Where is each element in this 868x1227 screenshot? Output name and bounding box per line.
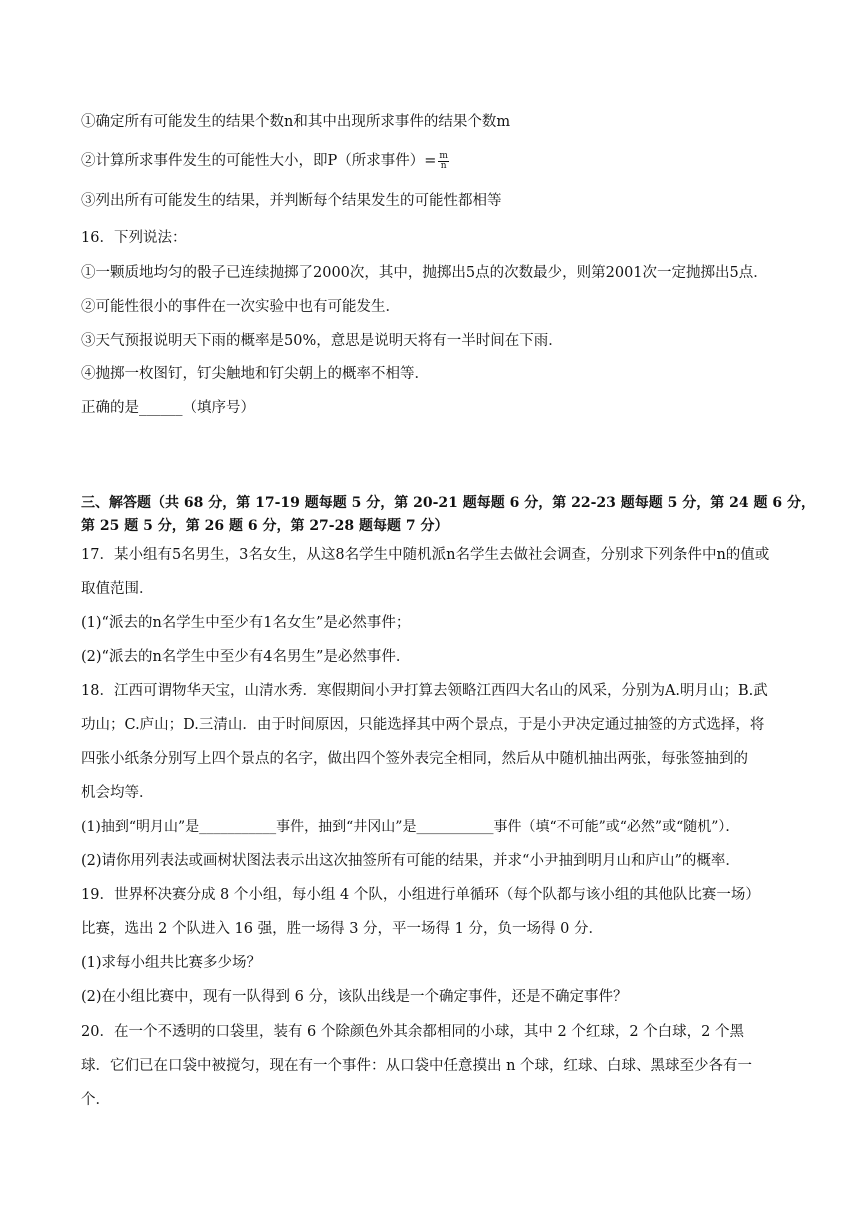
step-2 bbox=[81, 151, 449, 171]
step-2-text: ②计算所求事件发生的可能性大小，即P（所求事件）= bbox=[81, 153, 437, 169]
q20-line-3: 个． bbox=[81, 1092, 110, 1108]
q17-part-1: (1)“派去的n名学生中至少有1名女生”是必然事件； bbox=[81, 615, 411, 631]
q18-line-1: 18．江西可谓物华天宝，山清水秀．寒假期间小尹打算去领略江西四大名山的风采，分别为A.明月山；B.武 bbox=[81, 683, 768, 699]
q16-item-2: ②可能性很小的事件在一次实验中也有可能发生． bbox=[81, 299, 400, 315]
q16-item-1: ①一颗质地均匀的骰子已连续抛掷了2000次，其中，抛掷出5点的次数最少，则第2001次一定抛掷出5点． bbox=[81, 265, 768, 281]
fraction-denominator: n bbox=[440, 160, 447, 171]
q17-part-2: (2)“派去的n名学生中至少有4名男生”是必然事件． bbox=[81, 649, 411, 665]
q16-item-3: ③天气预报说明天下雨的概率是50%，意思是说明天将有一半时间在下雨． bbox=[81, 333, 563, 349]
q18-line-4: 机会均等． bbox=[81, 785, 154, 801]
q19-line-1: 19．世界杯决赛分成 8 个小组，每小组 4 个队，小组进行单循环（每个队都与该小组的其他队比赛一场） bbox=[81, 887, 760, 903]
q16-answer: 正确的是______（填序号） bbox=[81, 400, 255, 416]
q18-part-2: (2)请你用列表法或画树状图法表示出这次抽签所有可能的结果，并求“小尹抽到明月山和庐山”的概率． bbox=[81, 853, 740, 869]
q19-line-2: 比赛，选出 2 个队进入 16 强，胜一场得 3 分，平一场得 1 分，负一场得 0 分． bbox=[81, 921, 603, 937]
section-3-heading-line-1: 三、解答题（共 68 分，第 17-19 题每题 5 分，第 20-21 题每题 6 分，第 22-23 题每题 5 分，第 24 题 6 分， bbox=[81, 495, 815, 511]
q20-line-2: 球．它们已在口袋中被搅匀，现在有一个事件：从口袋中任意摸出 n 个球，红球、白球、黑球至少各有一 bbox=[81, 1058, 753, 1074]
q20-line-1: 20．在一个不透明的口袋里，装有 6 个除颜色外其余都相同的小球，其中 2 个红球，2 个白球，2 个黑 bbox=[81, 1024, 745, 1040]
step-1: ①确定所有可能发生的结果个数n和其中出现所求事件的结果个数m bbox=[81, 114, 511, 130]
fraction-m-over-n bbox=[438, 152, 449, 171]
q19-part-2: (2)在小组比赛中，现有一队得到 6 分，该队出线是一个确定事件，还是不确定事件？ bbox=[81, 989, 628, 1005]
section-3-heading-line-2: 第 25 题 5 分，第 26 题 6 分，第 27-28 题每题 7 分） bbox=[81, 518, 449, 534]
q18-line-2: 功山；C.庐山；D.三清山．由于时间原因，只能选择其中两个景点，于是小尹决定通过抽签的方式选择，将 bbox=[81, 717, 765, 733]
step-3: ③列出所有可能发生的结果，并判断每个结果发生的可能性都相等 bbox=[81, 193, 502, 209]
q18-line-3: 四张小纸条分别写上四个景点的名字，做出四个签外表完全相同，然后从中随机抽出两张，每张签抽到的 bbox=[81, 751, 748, 767]
q16-item-4: ④抛掷一枚图钉，钉尖触地和钉尖朝上的概率不相等． bbox=[81, 366, 429, 382]
q18-part-1: (1)抽到“明月山”是___________事件，抽到“井冈山”是___________事件（填“不可能”或“必然”或“随机”）． bbox=[81, 819, 740, 835]
fraction-numerator: m bbox=[439, 150, 448, 161]
q16-title: 16．下列说法： bbox=[81, 230, 187, 246]
q19-part-1: (1)求每小组共比赛多少场？ bbox=[81, 955, 262, 971]
q17-line-1: 17．某小组有5名男生，3名女生，从这8名学生中随机派n名学生去做社会调查，分别求下列条件中n的值或 bbox=[81, 547, 770, 563]
q17-line-2: 取值范围． bbox=[81, 581, 154, 597]
